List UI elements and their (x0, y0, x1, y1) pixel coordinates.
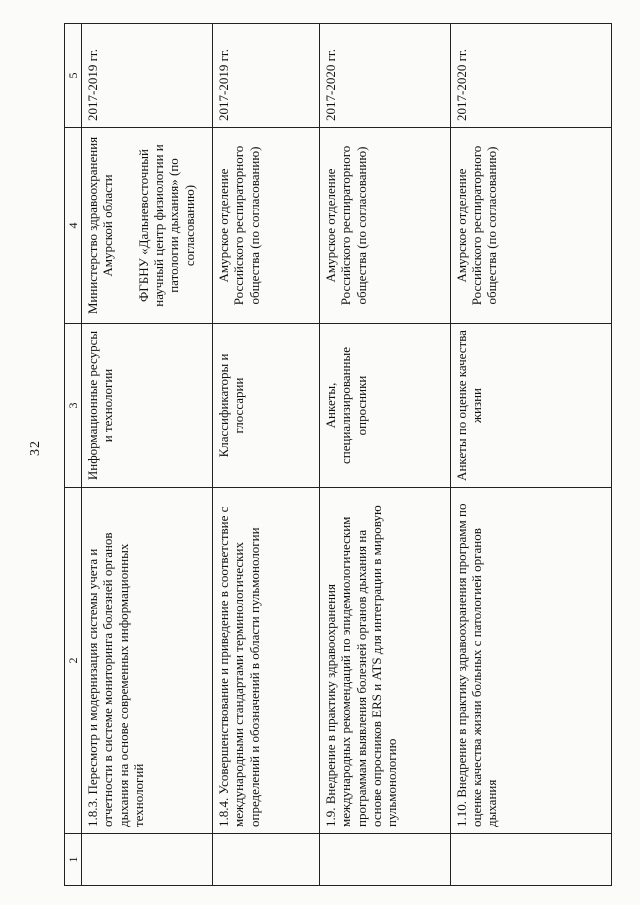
period-cell: 2017-2020 гг. (319, 24, 450, 128)
header-col-5: 5 (65, 24, 82, 128)
header-row (65, 24, 82, 886)
resources-cell: Анкеты, специализированные опросники (319, 324, 450, 488)
header-col-4: 4 (65, 128, 82, 324)
plan-table (64, 23, 612, 886)
executor-text: Министерство здравоохранения Амурской области (85, 136, 116, 315)
table-container (64, 24, 612, 886)
resources-cell: Классификаторы и глоссарии (213, 324, 320, 488)
page-number: 32 (28, 440, 43, 456)
period-cell: 2017-2019 гг. (82, 24, 213, 128)
table-row (450, 24, 611, 886)
header-col-3: 3 (65, 324, 82, 488)
row-number-cell (213, 834, 320, 886)
header-col-1: 1 (65, 834, 82, 886)
row-number-cell (450, 834, 611, 886)
period-cell: 2017-2020 гг. (450, 24, 611, 128)
action-cell: 1.10. Внедрение в практику здравоохранения программ по оценке качества жизни больных с патологией органов дыхания (450, 488, 611, 834)
period-cell: 2017-2019 гг. (213, 24, 320, 128)
action-cell: 1.8.4. Усовершенствование и приведение в соответствие с международными стандартами терминологических определений и обозначений в области пульмонологии (213, 488, 320, 834)
row-number-cell (319, 834, 450, 886)
executor-cell: Амурское отделение Российского респираторного общества (по согласованию) (319, 128, 450, 324)
table-row (213, 24, 320, 886)
resources-cell: Анкеты по оценке качества жизни (450, 324, 611, 488)
table-row (82, 24, 213, 886)
resources-cell: Информационные ресурсы и технологии (82, 324, 213, 488)
row-number-cell (82, 834, 213, 886)
executor-cell (82, 128, 213, 324)
action-cell: 1.9. Внедрение в практику здравоохранения международных рекомендаций по эпидемиологическим программам выявления болезней органов дыхания на основе опросников ERS и ATS для интеграции в мировую пульмонологию (319, 488, 450, 834)
executor-cell: Амурское отделение Российского респираторного общества (по согласованию) (450, 128, 611, 324)
executor-extra-text: ФГБНУ «Дальневосточный научный центр физиологии и патологии дыхания» (по согласованию) (135, 144, 197, 307)
executor-cell: Амурское отделение Российского респираторного общества (по согласованию) (213, 128, 320, 324)
header-col-2: 2 (65, 488, 82, 834)
table-row (319, 24, 450, 886)
action-cell: 1.8.3. Пересмотр и модернизация системы учета и отчетности в системе мониторинга болезней органов дыхания на основе современных информационных технологий (82, 488, 213, 834)
